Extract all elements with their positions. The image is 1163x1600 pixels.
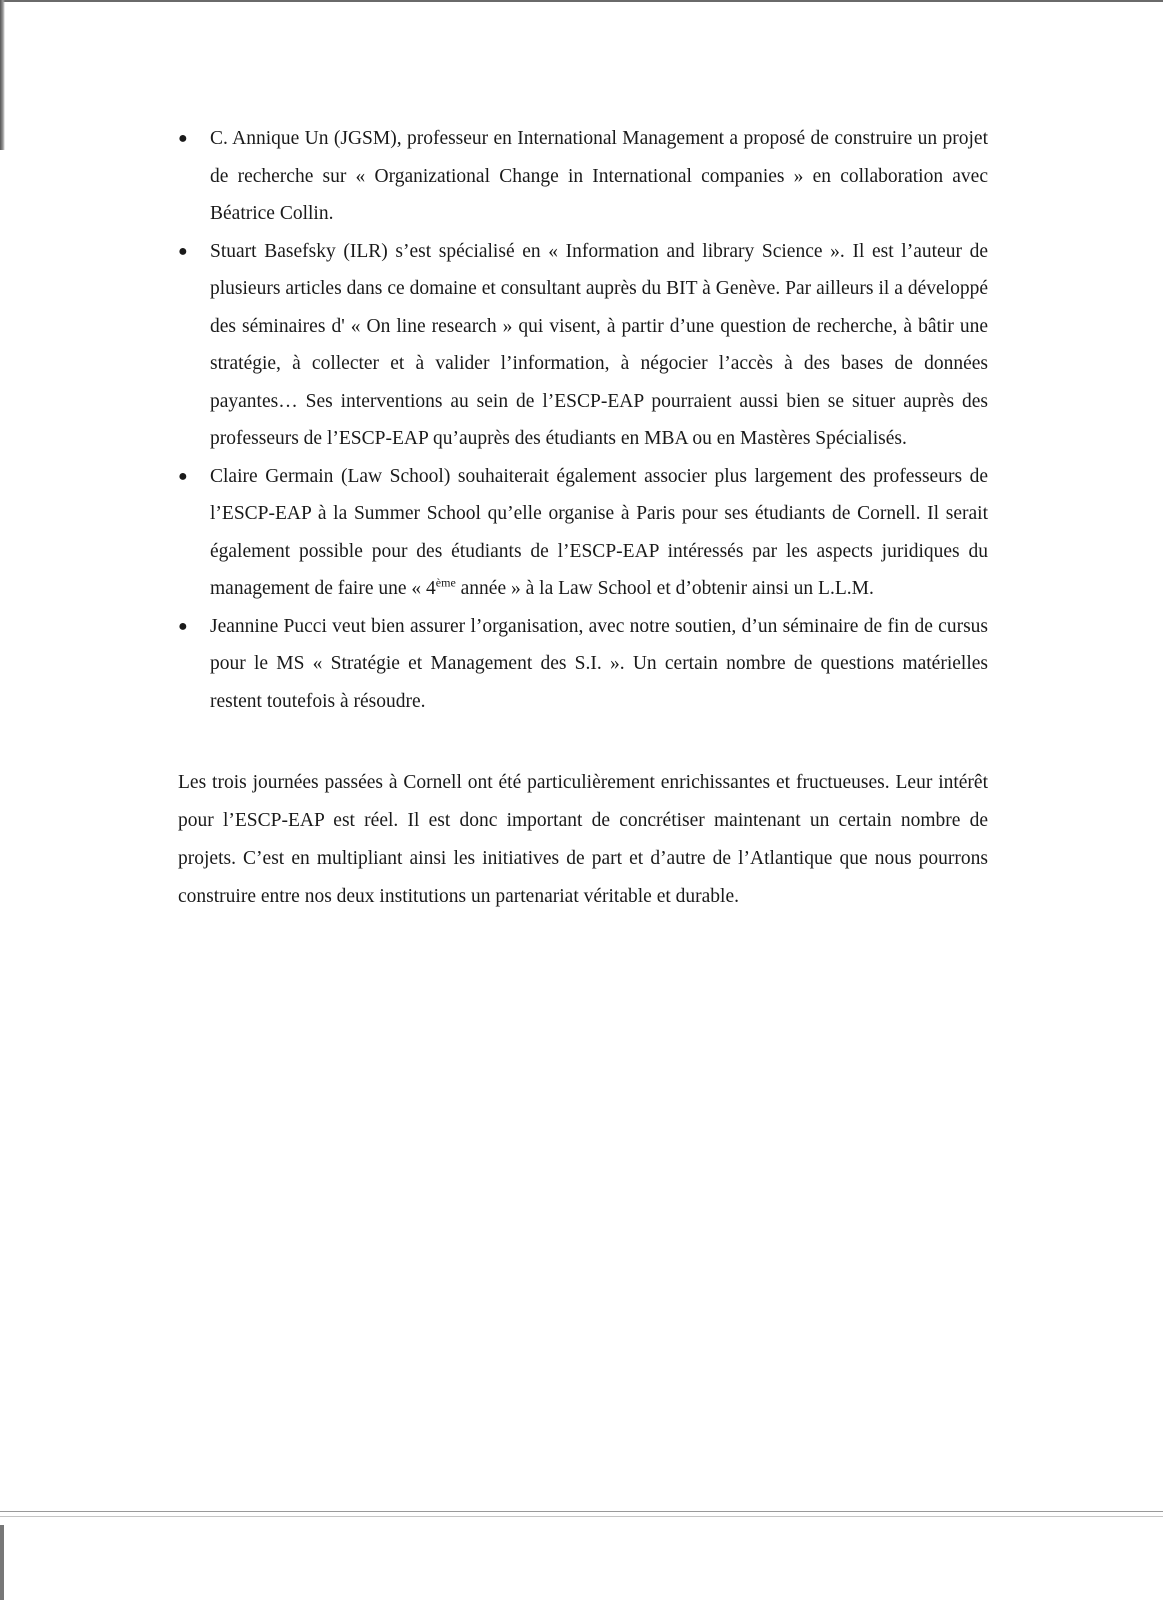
scan-top-edge: [0, 0, 1163, 2]
bullet-icon: ●: [178, 467, 188, 485]
list-item-text: C. Annique Un (JGSM), professeur en International Management a proposé de construire un projet de recherche sur « Organizational Change in International companies » en collaboration avec Béatrice Collin.: [210, 128, 988, 224]
list-item-text: Jeannine Pucci veut bien assurer l’organisation, avec notre soutien, d’un séminaire de fin de cursus pour le MS « Stratégie et Management des S.I. ». Un certain nombre de questions matérielles restent toutefois à résoudre.: [210, 615, 988, 712]
list-item-text: Stuart Basefsky (ILR) s’est spécialisé en « Information and library Science ». Il est l’auteur de plusieurs articles dans ce domaine et consultant auprès du BIT à Genève. Par ailleurs il a développé des séminaires d' « On line research » qui visent, à partir d’une question de recherche, à bâtir une stratégie, à collecter et à valider l’information, à négocier l’accès à des bases de données payantes… Ses interventions au sein de l’ESCP-EAP pourraient aussi bien se situer auprès des professeurs de l’ESCP-EAP qu’auprès des étudiants en MBA ou en Mastères Spécialisés.: [210, 240, 988, 449]
bullet-list: [178, 120, 988, 720]
bullet-icon: ●: [178, 130, 188, 147]
list-item: [178, 608, 988, 721]
scan-bottom-rule-secondary: [0, 1516, 1163, 1517]
scan-left-edge-bottom: [0, 1525, 4, 1600]
list-item: [178, 233, 988, 458]
bullet-icon: ●: [178, 242, 188, 260]
list-item-text-continued: année » à la Law School et d’obtenir ainsi un L.L.M.: [455, 578, 874, 599]
document-body: [178, 120, 988, 916]
bullet-icon: ●: [178, 617, 188, 635]
scan-bottom-rule: [0, 1511, 1163, 1512]
list-item-text: Claire Germain (Law School) souhaiterait également associer plus largement des professeurs de l’ESCP-EAP à la Summer School qu’elle organise à Paris pour ses étudiants de Cornell. Il serait également possible pour des étudiants de l’ESCP-EAP intéressés par les aspects juridiques du management de faire une « 4: [210, 465, 988, 599]
closing-paragraph: Les trois journées passées à Cornell ont été particulièrement enrichissantes et fructueuses. Leur intérêt pour l’ESCP-EAP est réel. Il est donc important de concrétiser maintenant un certain nombre de projets. C’est en multipliant ainsi les initiatives de part et d’autre de l’Atlantique que nous pourrons construire entre nos deux institutions un partenariat véritable et durable.: [178, 772, 988, 907]
superscript-ordinal: ème: [435, 575, 456, 590]
scan-left-edge: [0, 0, 5, 150]
list-item: [178, 458, 988, 608]
list-item: [178, 120, 988, 233]
